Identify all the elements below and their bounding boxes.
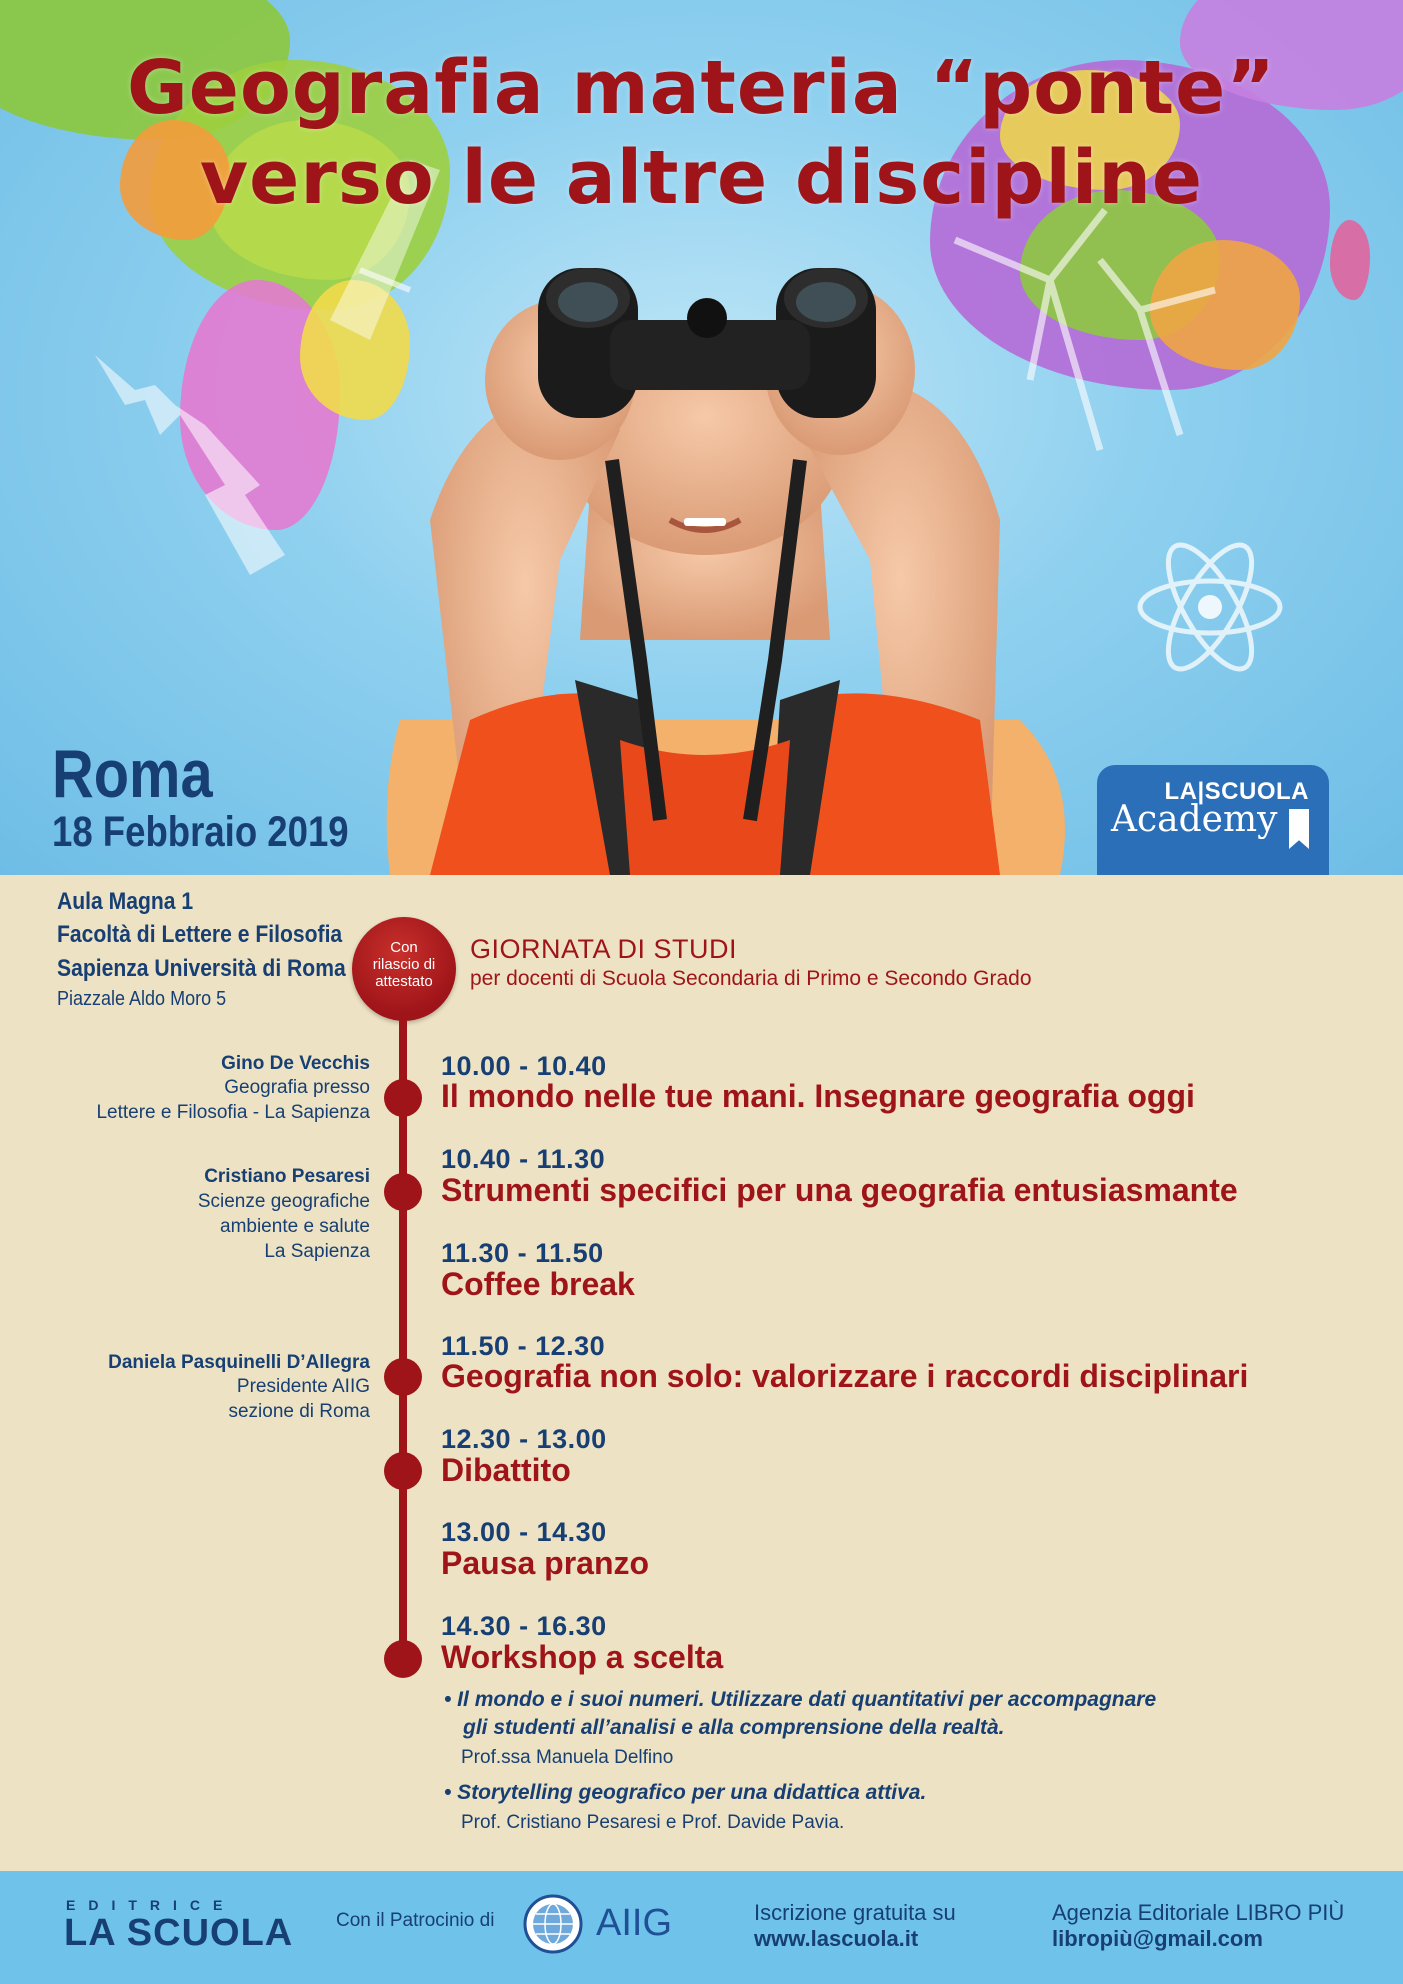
speaker-role: La Sapienza — [264, 1241, 370, 1262]
poster-title-line1: Geografia materia “ponte” — [127, 45, 1276, 131]
timeline-dot — [384, 1079, 422, 1117]
session-title: Geografia non solo: valorizzare i raccordi disciplinari — [441, 1358, 1249, 1394]
speaker-role: Lettere e Filosofia - La Sapienza — [96, 1102, 370, 1123]
event-audience: per docenti di Scuola Secondaria di Primo e Secondo Grado — [470, 967, 1032, 990]
globe-icon — [523, 1894, 583, 1954]
event-date: 18 Febbraio 2019 — [52, 808, 349, 856]
speaker-role: Geografia presso — [224, 1077, 370, 1098]
session-title: Dibattito — [441, 1452, 571, 1488]
event-type: GIORNATA DI STUDI — [470, 934, 738, 964]
workshop-title-cont: gli studenti all’analisi e alla comprensione della realtà. — [463, 1716, 1005, 1739]
speaker-name: Daniela Pasquinelli D’Allegra — [108, 1352, 370, 1373]
speaker-name: Gino De Vecchis — [221, 1053, 370, 1074]
session-time: 12.30 - 13.00 — [441, 1424, 607, 1454]
session-time: 13.00 - 14.30 — [441, 1517, 607, 1547]
speaker-role: Presidente AIIG — [236, 1376, 370, 1397]
lascuola-academy-logo — [1097, 765, 1329, 875]
publisher-logo: LA SCUOLA — [64, 1912, 294, 1954]
email-link[interactable]: libropiù@gmail.com — [1052, 1926, 1263, 1951]
venue-address: Piazzale Aldo Moro 5 — [57, 988, 227, 1010]
session-title: Il mondo nelle tue mani. Insegnare geografia oggi — [441, 1078, 1195, 1114]
venue-university: Sapienza Università di Roma — [57, 955, 346, 982]
speaker-role: sezione di Roma — [228, 1401, 370, 1422]
venue-hall: Aula Magna 1 — [57, 888, 194, 915]
session-title: Workshop a scelta — [441, 1639, 724, 1675]
venue-faculty: Facoltà di Lettere e Filosofia — [57, 921, 343, 948]
session-time: 11.50 - 12.30 — [441, 1331, 606, 1361]
session-time: 14.30 - 16.30 — [441, 1611, 607, 1641]
website-link[interactable]: www.lascuola.it — [754, 1926, 919, 1951]
speaker-name: Cristiano Pesaresi — [204, 1166, 370, 1187]
timeline-dot — [384, 1358, 422, 1396]
attestato-badge — [352, 917, 456, 1021]
poster-title-line2: verso le altre discipline — [199, 135, 1204, 221]
registration-label: Iscrizione gratuita su — [754, 1900, 956, 1925]
session-title: Coffee break — [441, 1266, 635, 1302]
badge-line3: attestato — [375, 973, 433, 990]
workshop-presenter: Prof. Cristiano Pesaresi e Prof. Davide Pavia. — [461, 1812, 845, 1833]
timeline-dot — [384, 1173, 422, 1211]
timeline-dot — [384, 1452, 422, 1490]
badge-line2: rilascio di — [372, 956, 436, 973]
aiig-logo-text: AIIG — [596, 1902, 673, 1944]
hero-image — [0, 0, 1403, 875]
speaker-role: ambiente e salute — [220, 1216, 370, 1237]
session-time: 10.00 - 10.40 — [441, 1051, 607, 1081]
workshop-title: • Il mondo e i suoi numeri. Utilizzare dati quantitativi per accompagnare — [444, 1688, 1157, 1711]
academy-logo-line2: Academy — [1111, 799, 1278, 840]
event-city: Roma — [52, 736, 213, 812]
session-time: 11.30 - 11.50 — [441, 1238, 604, 1268]
workshop-title: • Storytelling geografico per una didattica attiva. — [444, 1781, 927, 1804]
bookmark-icon — [1289, 809, 1309, 849]
workshop-presenter: Prof.ssa Manuela Delfino — [461, 1747, 674, 1768]
speaker-role: Scienze geografiche — [197, 1191, 370, 1212]
publisher-logo-small: EDITRICE — [66, 1897, 236, 1913]
session-title: Strumenti specifici per una geografia entusiasmante — [441, 1172, 1238, 1208]
timeline-dot — [384, 1640, 422, 1678]
session-title: Pausa pranzo — [441, 1545, 650, 1581]
session-time: 10.40 - 11.30 — [441, 1144, 606, 1174]
academy-logo-line1: LA|SCUOLA — [1164, 778, 1309, 805]
badge-line1: Con — [390, 939, 418, 956]
patronage-label: Con il Patrocinio di — [336, 1910, 495, 1931]
agency-label: Agenzia Editoriale LIBRO PIÙ — [1052, 1900, 1345, 1925]
